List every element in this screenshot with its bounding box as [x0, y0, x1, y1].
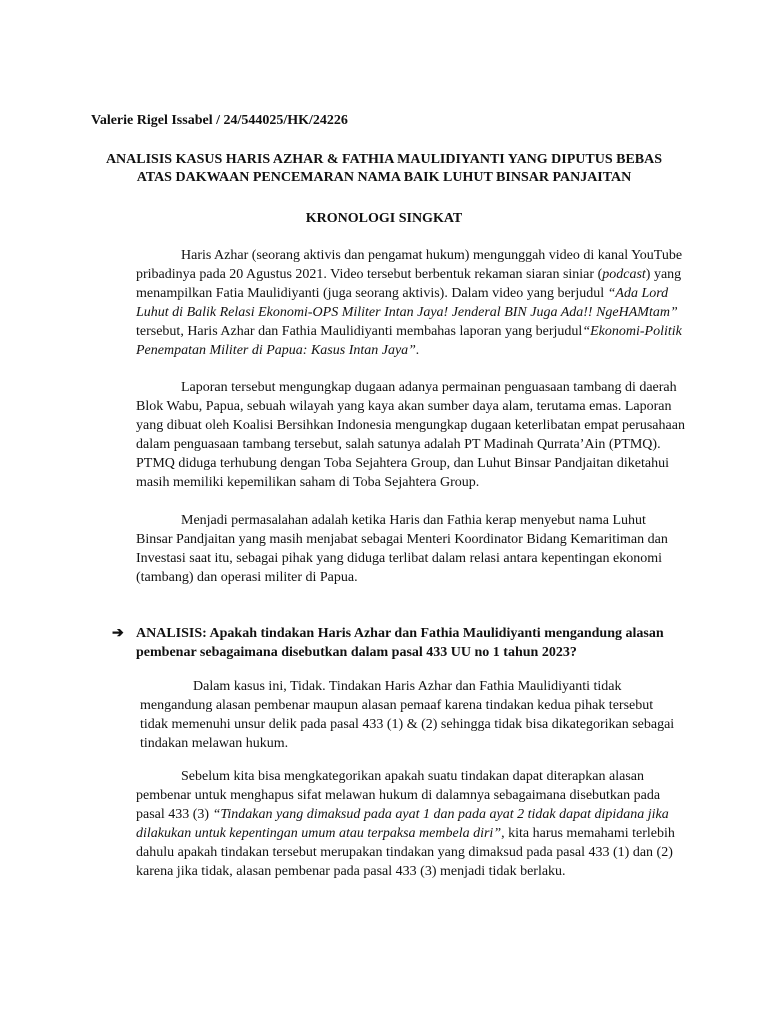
analysis-question-line: ANALISIS: Apakah tindakan Haris Azhar dan Fathia Maulidiyanti mengandung alasan [136, 626, 664, 641]
paragraph-2-line: PTMQ diduga terhubung dengan Toba Sejahtera Group, dan Luhut Binsar Pandjaitan diketahui [136, 456, 669, 471]
text-run: tersebut, Haris Azhar dan Fathia Maulidiyanti membahas laporan yang berjudul [136, 324, 583, 339]
text-run: pribadinya pada 20 Agustus 2021. Video tersebut berbentuk rekaman siaran siniar ( [136, 267, 603, 282]
paragraph-1-line-4 [136, 303, 681, 322]
paragraph-1-line-2 [136, 265, 681, 284]
paragraph-5-line-5: dahulu apakah tindakan tersebut merupakan tindakan yang dimaksud pada pasal 433 (1) dan (2) [136, 845, 673, 860]
arrow-right-icon: ➔ [112, 626, 124, 641]
paragraph-3 [136, 511, 681, 587]
text-run: pasal 433 (3) [136, 807, 213, 822]
paragraph-3-line: Menjadi permasalahan adalah ketika Haris dan Fathia kerap menyebut nama Luhut [181, 513, 646, 528]
paragraph-5-line-1: Sebelum kita bisa mengkategorikan apakah suatu tindakan dapat diterapkan alasan [181, 769, 645, 784]
paragraph-5-line-6: karena jika tidak, alasan pembenar pada pasal 433 (3) menjadi tidak berlaku. [136, 864, 566, 879]
paragraph-5-line-4 [136, 824, 681, 843]
author-line: Valerie Rigel Issabel / 24/544025/HK/24226 [91, 113, 348, 128]
italic-run: “Tindakan yang dimaksud pada ayat 1 dan pada ayat 2 tidak dapat dipidana jika [212, 807, 669, 822]
italic-run: “Ada Lord [607, 286, 669, 301]
paragraph-5-line-2: pembenar untuk menghapus sifat melawan hukum di dalamnya sebagaimana disebutkan pada [136, 788, 661, 803]
paragraph-4-line: tindakan melawan hukum. [140, 736, 289, 751]
paragraph-2-line: Blok Wabu, Papua, sebuah wilayah yang kaya akan sumber daya alam, terutama emas. Laporan [136, 399, 672, 414]
paragraph-5-line-3 [136, 805, 681, 824]
text-run: ) yang [645, 267, 682, 282]
italic-run: dilakukan untuk kepentingan umum atau terpaksa membela diri” [136, 826, 502, 841]
section-heading: KRONOLOGI SINGKAT [305, 211, 463, 226]
italic-run: “Ekonomi-Politik [582, 324, 682, 339]
paragraph-3-line: Investasi saat itu, sebagai pihak yang diduga terlibat dalam relasi antara kepentingan ekonomi [136, 551, 662, 566]
paragraph-1 [136, 246, 681, 360]
paragraph-2-line: Laporan tersebut mengungkap dugaan adanya permainan penguasaan tambang di daerah [181, 380, 677, 395]
paragraph-4-line: mengandung alasan pembenar maupun alasan pemaaf karena tindakan kedua pihak tersebut [140, 698, 654, 713]
paragraph-2-line: yang dibuat oleh Koalisi Bersihkan Indonesia mengungkap dugaan keterlibatan empat perusahaan [136, 418, 685, 433]
title-line-1: ANALISIS KASUS HARIS AZHAR & FATHIA MAULIDIYANTI YANG DIPUTUS BEBAS [105, 152, 663, 167]
paragraph-4-line: Dalam kasus ini, Tidak. Tindakan Haris Azhar dan Fathia Maulidiyanti tidak [193, 679, 622, 694]
paragraph-1-line-1: Haris Azhar (seorang aktivis dan pengamat hukum) mengunggah video di kanal YouTube [181, 248, 683, 263]
paragraph-2-line: dalam penguasaan tambang tersebut, salah satunya adalah PT Madinah Qurrata’Ain (PTMQ). [136, 437, 661, 452]
paragraph-2-line: masih memiliki kepemilikan saham di Toba Sejahtera Group. [136, 475, 480, 490]
paragraph-1-line-5 [136, 322, 681, 341]
analysis-question [112, 624, 664, 662]
title-line-2: ATAS DAKWAAN PENCEMARAN NAMA BAIK LUHUT BINSAR PANJAITAN [136, 170, 632, 185]
text-run: , kita harus memahami terlebih [501, 826, 675, 841]
paragraph-1-line-6 [136, 341, 681, 360]
paragraph-3-line: Binsar Pandjaitan yang masih menjabat sebagai Menteri Koordinator Bidang Kemaritiman dan [136, 532, 668, 547]
paragraph-3-line: (tambang) dan operasi militer di Papua. [136, 570, 358, 585]
italic-run: podcast [602, 267, 646, 282]
paragraph-1-line-3 [136, 284, 681, 303]
paragraph-4-line: tidak memenuhi unsur delik pada pasal 433 (1) & (2) sehingga tidak bisa dikategorikan sebagai [140, 717, 675, 732]
paragraph-5 [136, 767, 681, 881]
text-run: menampilkan Fatia Maulidiyanti (juga seorang aktivis). Dalam video yang berjudul [136, 286, 608, 301]
paragraph-2 [136, 378, 685, 492]
italic-run: Penempatan Militer di Papua: Kasus Intan Jaya”. [136, 343, 420, 358]
paragraph-4 [140, 677, 685, 753]
italic-run: Luhut di Balik Relasi Ekonomi-OPS Militer Intan Jaya! Jenderal BIN Juga Ada!! NgeHAMtam” [136, 305, 678, 320]
analysis-question-line: pembenar sebagaimana disebutkan dalam pasal 433 UU no 1 tahun 2023? [136, 645, 577, 660]
document-title [100, 151, 668, 187]
